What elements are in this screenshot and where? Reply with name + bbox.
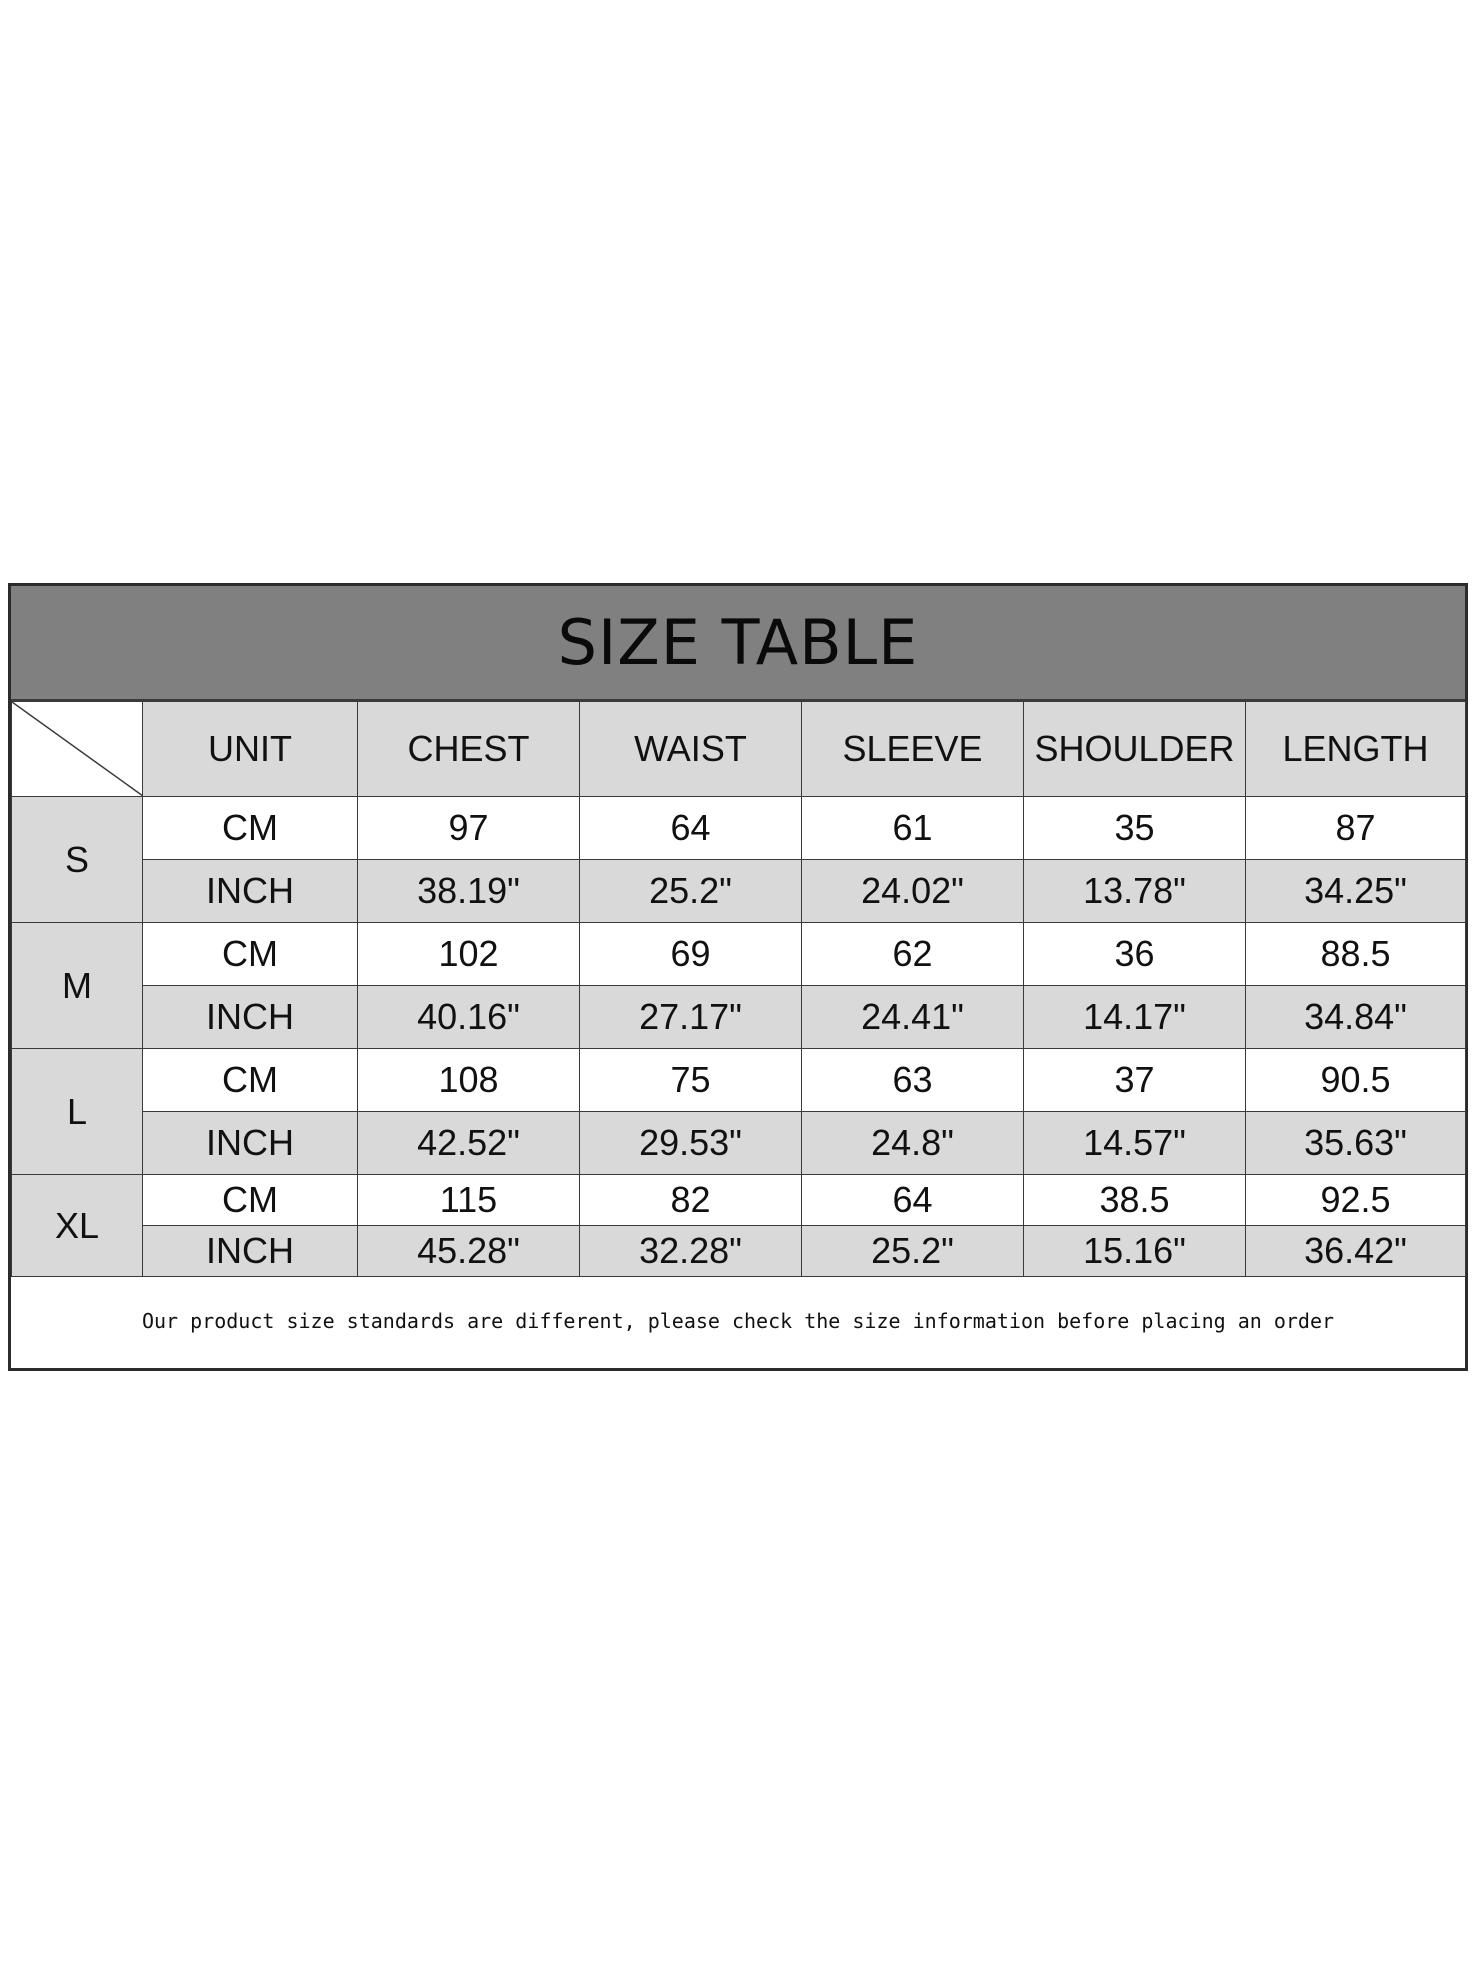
table-row [12, 1175, 1466, 1226]
value-cell: 63 [802, 1049, 1024, 1112]
value-cell: 90.5 [1246, 1049, 1466, 1112]
value-cell: 15.16" [1024, 1226, 1246, 1277]
table-title: SIZE TABLE [11, 586, 1465, 701]
value-cell: 32.28" [580, 1226, 802, 1277]
value-cell: 115 [358, 1175, 580, 1226]
value-cell: 69 [580, 923, 802, 986]
table-row [12, 1226, 1466, 1277]
header-length: LENGTH [1246, 702, 1466, 797]
value-cell: 82 [580, 1175, 802, 1226]
value-cell: 88.5 [1246, 923, 1466, 986]
value-cell: 24.02" [802, 860, 1024, 923]
value-cell: 35 [1024, 797, 1246, 860]
value-cell: 13.78" [1024, 860, 1246, 923]
size-grid [11, 701, 1466, 1277]
value-cell: 14.57" [1024, 1112, 1246, 1175]
unit-cell: CM [143, 1049, 358, 1112]
unit-cell: INCH [143, 1226, 358, 1277]
value-cell: 24.41" [802, 986, 1024, 1049]
unit-cell: INCH [143, 860, 358, 923]
value-cell: 42.52" [358, 1112, 580, 1175]
table-row [12, 1049, 1466, 1112]
value-cell: 24.8" [802, 1112, 1024, 1175]
diagonal-divider [12, 702, 143, 796]
header-chest: CHEST [358, 702, 580, 797]
header-shoulder: SHOULDER [1024, 702, 1246, 797]
value-cell: 25.2" [802, 1226, 1024, 1277]
value-cell: 38.5 [1024, 1175, 1246, 1226]
value-cell: 87 [1246, 797, 1466, 860]
value-cell: 36.42" [1246, 1226, 1466, 1277]
value-cell: 62 [802, 923, 1024, 986]
value-cell: 35.63" [1246, 1112, 1466, 1175]
value-cell: 25.2" [580, 860, 802, 923]
unit-cell: INCH [143, 986, 358, 1049]
value-cell: 38.19" [358, 860, 580, 923]
value-cell: 64 [802, 1175, 1024, 1226]
value-cell: 29.53" [580, 1112, 802, 1175]
value-cell: 36 [1024, 923, 1246, 986]
size-label: M [12, 923, 143, 1049]
header-row [12, 702, 1466, 797]
value-cell: 64 [580, 797, 802, 860]
value-cell: 108 [358, 1049, 580, 1112]
table-row [12, 986, 1466, 1049]
table-row [12, 923, 1466, 986]
table-row [12, 797, 1466, 860]
value-cell: 92.5 [1246, 1175, 1466, 1226]
unit-cell: INCH [143, 1112, 358, 1175]
unit-cell: CM [143, 923, 358, 986]
table-row [12, 1112, 1466, 1175]
size-table [8, 583, 1468, 1371]
size-label: XL [12, 1175, 143, 1277]
value-cell: 97 [358, 797, 580, 860]
value-cell: 40.16" [358, 986, 580, 1049]
value-cell: 75 [580, 1049, 802, 1112]
header-sleeve: SLEEVE [802, 702, 1024, 797]
header-waist: WAIST [580, 702, 802, 797]
value-cell: 37 [1024, 1049, 1246, 1112]
table-row [12, 860, 1466, 923]
size-label: L [12, 1049, 143, 1175]
corner-cell [12, 702, 143, 797]
value-cell: 34.84" [1246, 986, 1466, 1049]
header-unit: UNIT [143, 702, 358, 797]
size-note: Our product size standards are different, please check the size information before placing an order [141, 1309, 1335, 1333]
size-label: S [12, 797, 143, 923]
unit-cell: CM [143, 1175, 358, 1226]
value-cell: 102 [358, 923, 580, 986]
value-cell: 14.17" [1024, 986, 1246, 1049]
unit-cell: CM [143, 797, 358, 860]
value-cell: 34.25" [1246, 860, 1466, 923]
value-cell: 45.28" [358, 1226, 580, 1277]
value-cell: 61 [802, 797, 1024, 860]
value-cell: 27.17" [580, 986, 802, 1049]
